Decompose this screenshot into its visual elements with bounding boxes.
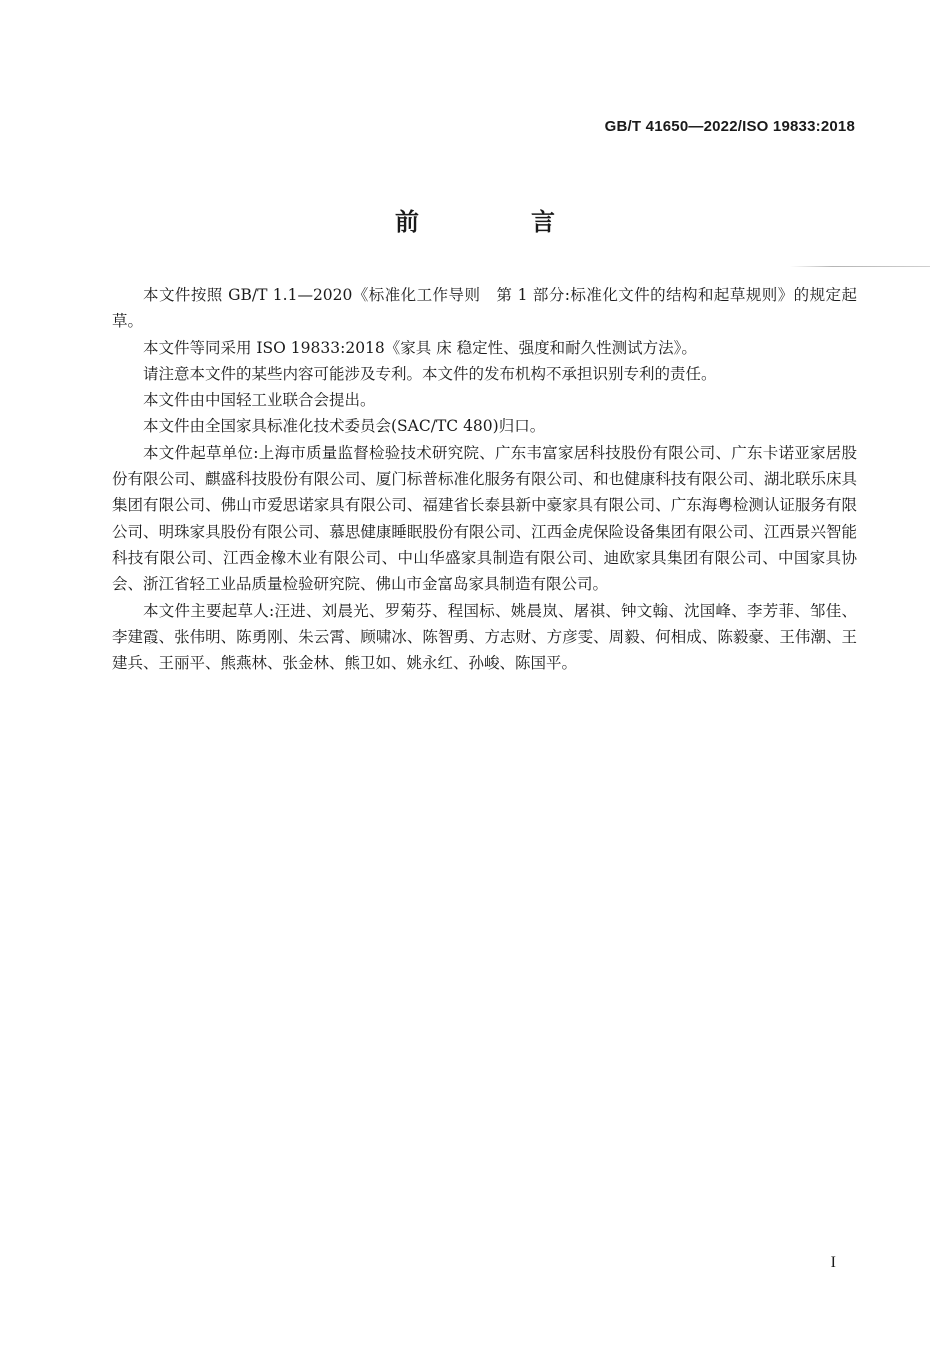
page-number: I — [830, 1254, 836, 1271]
paragraph-drafting-organizations: 本文件起草单位:上海市质量监督检验技术研究院、广东韦富家居科技股份有限公司、广东卡诺亚家居股份有限公司、麒盛科技股份有限公司、厦门标普标准化服务有限公司、和也健康科技有限公司、湖北联乐床具集团有限公司、佛山市爱思诺家具有限公司、福建省长泰县新中豪家具有限公司、广东海粤检测认证服务有限公司、明珠家具股份有限公司、慕思健康睡眠股份有限公司、江西金虎保险设备集团有限公司、江西景兴智能科技有限公司、江西金橡木业有限公司、中山华盛家具制造有限公司、迪欧家具集团有限公司、中国家具协会、浙江省轻工业品质量检验研究院、佛山市金富岛家具制造有限公司。 — [112, 443, 857, 594]
paragraph-administered-by: 本文件由全国家具标准化技术委员会(SAC/TC 480)归口。 — [143, 417, 546, 436]
paragraph-proposed-by: 本文件由中国轻工业联合会提出。 — [143, 391, 376, 410]
foreword-body — [112, 282, 857, 676]
paragraph-main-drafters: 本文件主要起草人:汪进、刘晨光、罗菊芬、程国标、姚晨岚、屠祺、钟文翰、沈国峰、李芳菲、邹佳、李建霞、张伟明、陈勇刚、朱云霄、顾啸冰、陈智勇、方志财、方彦雯、周毅、何相成、陈毅豪、王伟潮、王建兵、王丽平、熊燕林、张金林、熊卫如、姚永红、孙峻、陈国平。 — [112, 601, 857, 673]
standard-code: GB/T 41650—2022/ISO 19833:2018 — [604, 118, 855, 135]
paragraph-patent-notice: 请注意本文件的某些内容可能涉及专利。本文件的发布机构不承担识别专利的责任。 — [143, 364, 717, 383]
scan-artifact-line — [790, 266, 930, 267]
paragraph-drafting-rules: 本文件按照 GB/T 1.1—2020《标准化工作导则 第 1 部分:标准化文件的结构和起草规则》的规定起草。 — [112, 286, 857, 331]
page-title: 前 言 — [395, 208, 599, 236]
paragraph-equivalent-adoption: 本文件等同采用 ISO 19833:2018《家具 床 稳定性、强度和耐久性测试方法》。 — [143, 338, 697, 357]
